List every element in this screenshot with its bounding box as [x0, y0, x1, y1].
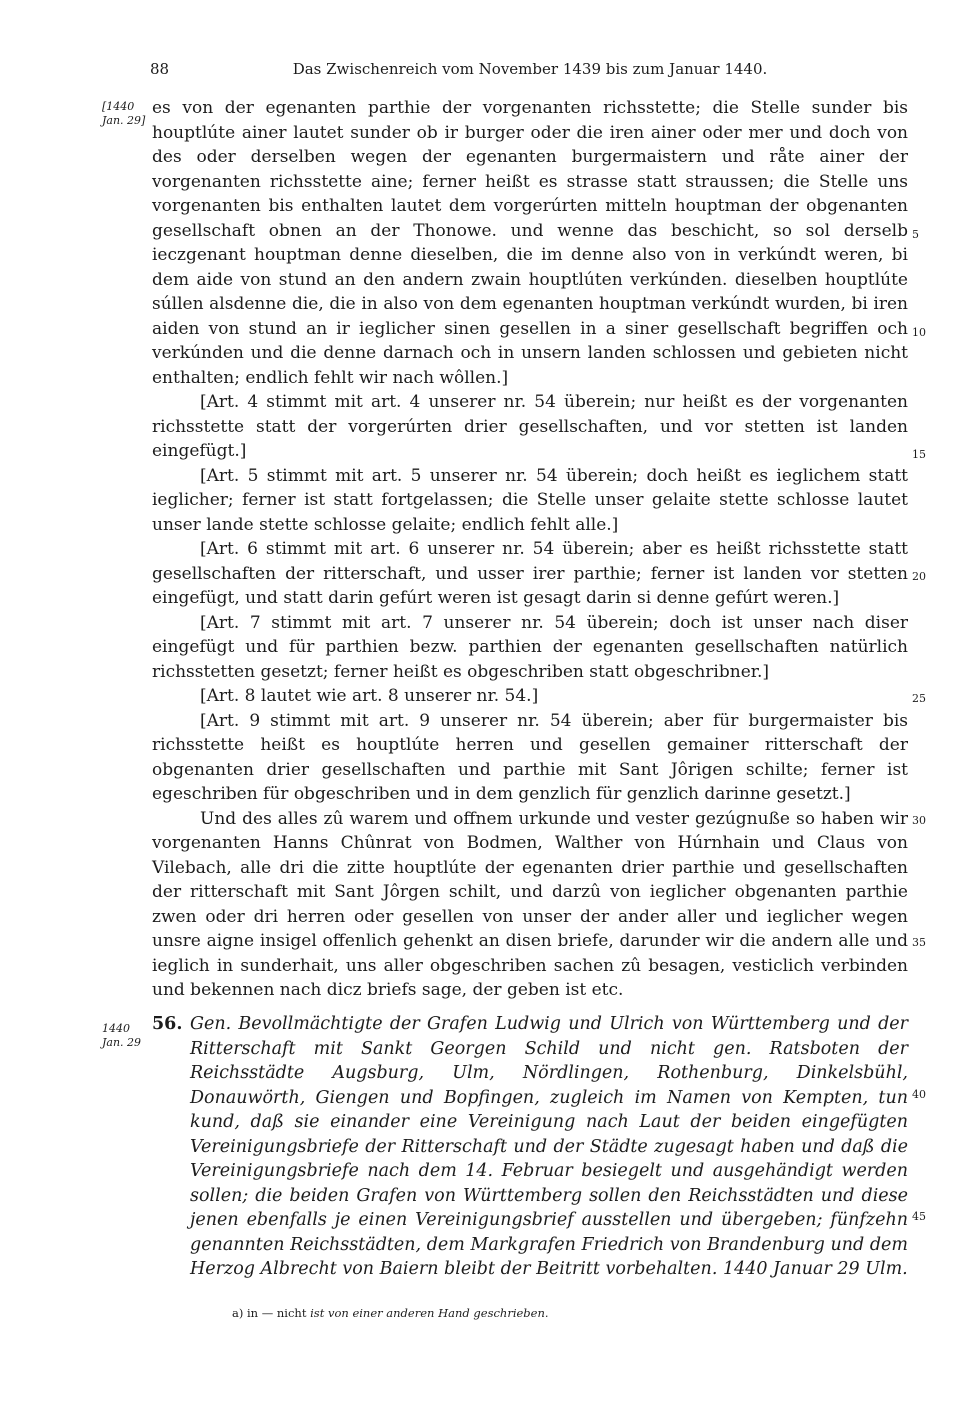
line-number-45: 45: [912, 1210, 926, 1223]
page-header: [150, 60, 910, 86]
page-number: 88: [150, 60, 170, 78]
main-text: [152, 96, 908, 1003]
line-number-10: 10: [912, 326, 926, 339]
footnote: [232, 1306, 832, 1320]
line-number-15: 15: [912, 448, 926, 461]
line-number-5: 5: [912, 228, 919, 241]
line-number-35: 35: [912, 936, 926, 949]
line-number-40: 40: [912, 1088, 926, 1101]
regest-block: [152, 1012, 908, 1282]
paragraph-1: es von der egenanten parthie der vorgenanten richsstette; die Stelle sunder bis houptlúte ainer lautet sunder ob ir burger oder die iren ainer oder mer und doch von des oder derselben wegen der egenanten burgermaistern und råte ainer der vorgenanten richsstette aine; ferner heißt es strasse statt straussen; die Stelle uns vorgenanten bis enthalten lautet dem vorgerúrten mitteln houptman der obgenanten gesellschaft obnen an der Thonowe. und wenne das beschicht, so sol derselb ieczgenant houptman denne dieselben, die im denne also von in verkúndt weren, bi dem aide von stund an den andern zwain houptlúten verkúnden. dieselben houptlúte súllen alsdenne die, die in also von dem egenanten houptman verkúndt wurden, bi iren aiden von stund an ir ieglicher sinen gesellen in a siner gesellschaft begriffen och verkúnden und die denne darnach och in unsern landen schlossen und gebieten nicht enthalten; endlich fehlt wir nach wôllen.]: [152, 98, 908, 388]
line-number-25: 25: [912, 692, 926, 705]
running-title: Das Zwischenreich vom November 1439 bis zum Januar 1440.: [292, 60, 768, 78]
line-number-30: 30: [912, 814, 926, 827]
document-number: 56.: [152, 1014, 183, 1034]
footnote-rest: ist von einer anderen Hand geschrieben.: [310, 1306, 549, 1320]
paragraph-3: [Art. 5 stimmt mit art. 5 unserer nr. 54 überein; doch heißt es ieglichem statt ieglicher; ferner ist statt fortgelassen; die Stelle unser gelaite stette schlosse lautet unser lande stette schlosse gelaite; endlich fehlt alle.]: [152, 465, 908, 535]
margin-date-regest: 1440 Jan. 29: [102, 1022, 142, 1049]
paragraph-6: [Art. 8 lautet wie art. 8 unserer nr. 54.]: [200, 686, 539, 706]
paragraph-5: [Art. 7 stimmt mit art. 7 unserer nr. 54 überein; doch ist unser nach diser eingefügt und für parthien bezw. parthien der egenanten gesellschaften natürlich richsstetten gesetzt; ferner heißt es obgeschriben statt obgeschribner.]: [152, 612, 908, 682]
regest-text: Gen. Bevollmächtigte der Grafen Ludwig und Ulrich von Württemberg und der Ritterschaft mit Sankt Georgen Schild und nicht gen. Ratsboten der Reichsstädte Augsburg, Ulm, Nördlingen, Rothenburg, Dinkelsbühl, Donauwörth, Giengen und Bopfingen, zugleich im Namen von Kempten, tun kund, daß sie einander eine Vereinigung nach Laut der beiden eingefügten Vereinigungsbriefe der Ritterschaft und der Städte zugesagt haben und daß die Vereinigungsbriefe nach dem 14. Februar besiegelt und ausgehändigt werden sollen; die beiden Grafen von Württemberg sollen den Reichsstädten und diese jenen ebenfalls je einen Vereinigungsbrief ausstellen und übergeben; fünfzehn genannten Reichsstädten, dem Markgrafen Friedrich von Brandenburg und dem Herzog Albrecht von Baiern bleibt der Beitritt vorbehalten. 1440 Januar 29 Ulm.: [190, 1014, 908, 1279]
line-number-20: 20: [912, 570, 926, 583]
footnote-lead: a) in — nicht: [232, 1306, 307, 1320]
margin-date-top: [1440 Jan. 29]: [102, 100, 146, 127]
paragraph-4: [Art. 6 stimmt mit art. 6 unserer nr. 54 überein; aber es heißt richsstette statt gesellschaften der ritterschaft, und usser irer parthie; ferner ist landen vor stetten eingefügt, und statt darin gefúrt weren ist gesagt darin si denne gefúrt weren.]: [152, 539, 908, 608]
paragraph-7: [Art. 9 stimmt mit art. 9 unserer nr. 54 überein; aber für burgermaister bis richsstette heißt es houptlúte herren und gesellen gemainer ritterschaft der obgenanten drier gesellschaften und parthie mit Sant Jôrigen schilte; ferner ist egeschriben für obgeschriben und in dem genzlich für genzlich darinne gesetzt.]: [152, 710, 908, 804]
paragraph-8: Und des alles zû warem und offnem urkunde und vester gezúgnuße so haben wir vorgenanten Hanns Chûnrat von Bodmen, Walther von Húrnhain und Claus von Vilebach, alle dri die zitte houptlúte der egenanten drier parthie und gesellschaften der ritterschaft mit Sant Jôrgen schilt, und darzû von ieglicher obgenanten parthie zwen oder dri herren oder gesellen von unser der ander aller und ieglicher wegen unsre aigne insigel offenlich gehenkt an disen briefe, darunder wir die andern alle und ieglich in sunderhait, uns aller obgeschriben sachen zû besagen, vesticlich verbinden und bekennen nach dicz briefs sage, der geben ist etc.: [152, 808, 908, 1000]
paragraph-2: [Art. 4 stimmt mit art. 4 unserer nr. 54 überein; nur heißt es der vorgenanten richsstette statt der vorgerúrten drier gesellschaften, und vor stetten ist landen eingefügt.]: [152, 392, 908, 461]
